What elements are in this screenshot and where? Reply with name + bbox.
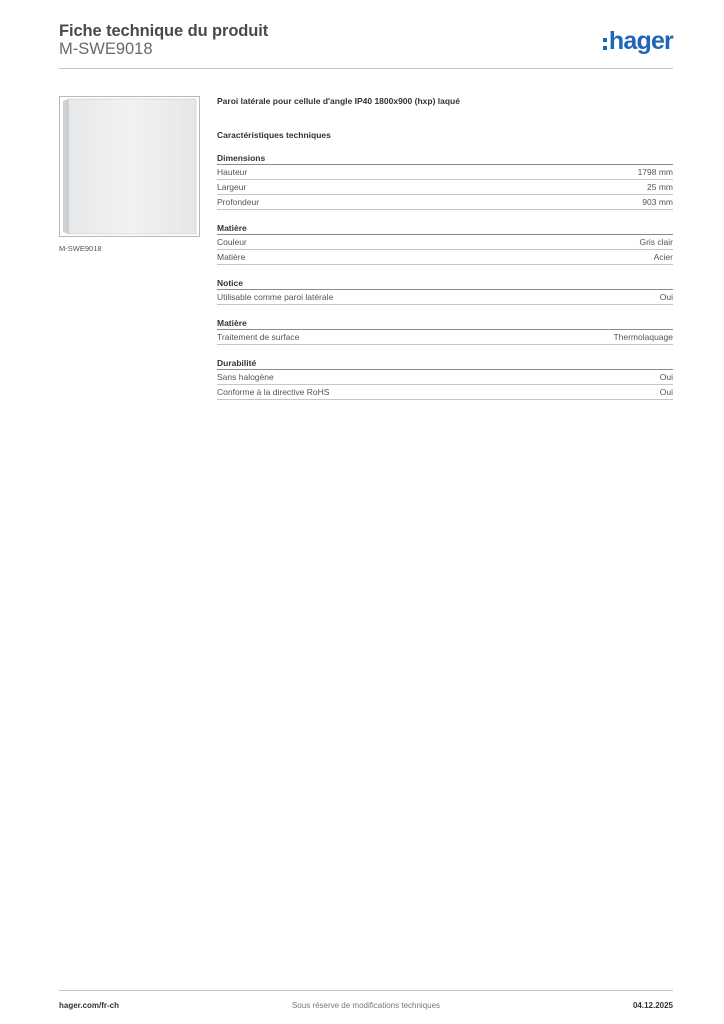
section-title: Dimensions bbox=[217, 152, 673, 165]
spec-label: Matière bbox=[217, 252, 246, 262]
page-footer bbox=[59, 990, 673, 1021]
section-notice bbox=[217, 277, 673, 305]
footer-date: 04.12.2025 bbox=[632, 1001, 673, 1010]
spec-label: Couleur bbox=[217, 237, 247, 247]
spec-row bbox=[217, 385, 673, 400]
spec-row bbox=[217, 195, 673, 210]
spec-label: Conforme à la directive RoHS bbox=[217, 387, 330, 397]
spec-row bbox=[217, 165, 673, 180]
section-title: Notice bbox=[217, 277, 673, 290]
product-details bbox=[217, 96, 673, 400]
side-panel-image bbox=[60, 97, 199, 236]
logo-dots-icon bbox=[603, 38, 607, 50]
page-header bbox=[59, 22, 673, 69]
spec-value: Thermolaquage bbox=[613, 332, 673, 342]
spec-value: Oui bbox=[659, 292, 673, 302]
page-title: Fiche technique du produit bbox=[59, 22, 269, 40]
section-matiere bbox=[217, 222, 673, 265]
image-caption: M-SWE9018 bbox=[59, 244, 102, 253]
section-title: Matière bbox=[217, 222, 673, 235]
spec-value: 1798 mm bbox=[637, 167, 673, 177]
footer-website-link[interactable]: hager.com/fr-ch bbox=[59, 1001, 120, 1010]
section-dimensions bbox=[217, 152, 673, 210]
section-title: Durabilité bbox=[217, 357, 673, 370]
characteristics-heading: Caractéristiques techniques bbox=[217, 130, 331, 140]
spec-row bbox=[217, 290, 673, 305]
section-durabilite bbox=[217, 357, 673, 400]
spec-label: Profondeur bbox=[217, 197, 260, 207]
spec-row bbox=[217, 250, 673, 265]
logo-text: hager bbox=[608, 27, 673, 55]
spec-value: Oui bbox=[659, 372, 673, 382]
spec-label: Sans halogène bbox=[217, 372, 274, 382]
section-title: Matière bbox=[217, 317, 673, 330]
spec-row bbox=[217, 180, 673, 195]
spec-label: Largeur bbox=[217, 182, 247, 192]
spec-value: Oui bbox=[659, 387, 673, 397]
spec-row bbox=[217, 330, 673, 345]
section-surface bbox=[217, 317, 673, 345]
hager-logo bbox=[603, 26, 673, 56]
product-description: Paroi latérale pour cellule d'angle IP40 1800x900 (hxp) laqué bbox=[217, 96, 460, 106]
spec-value: Acier bbox=[653, 252, 673, 262]
spec-label: Hauteur bbox=[217, 167, 248, 177]
spec-row bbox=[217, 370, 673, 385]
spec-label: Traitement de surface bbox=[217, 332, 300, 342]
product-image bbox=[59, 96, 200, 237]
spec-value: Gris clair bbox=[639, 237, 673, 247]
spec-value: 903 mm bbox=[642, 197, 673, 207]
product-reference: M-SWE9018 bbox=[59, 40, 153, 58]
footer-notice: Sous réserve de modifications techniques bbox=[291, 1001, 441, 1010]
spec-row bbox=[217, 235, 673, 250]
spec-label: Utilisable comme paroi latérale bbox=[217, 292, 334, 302]
spec-value: 25 mm bbox=[647, 182, 673, 192]
